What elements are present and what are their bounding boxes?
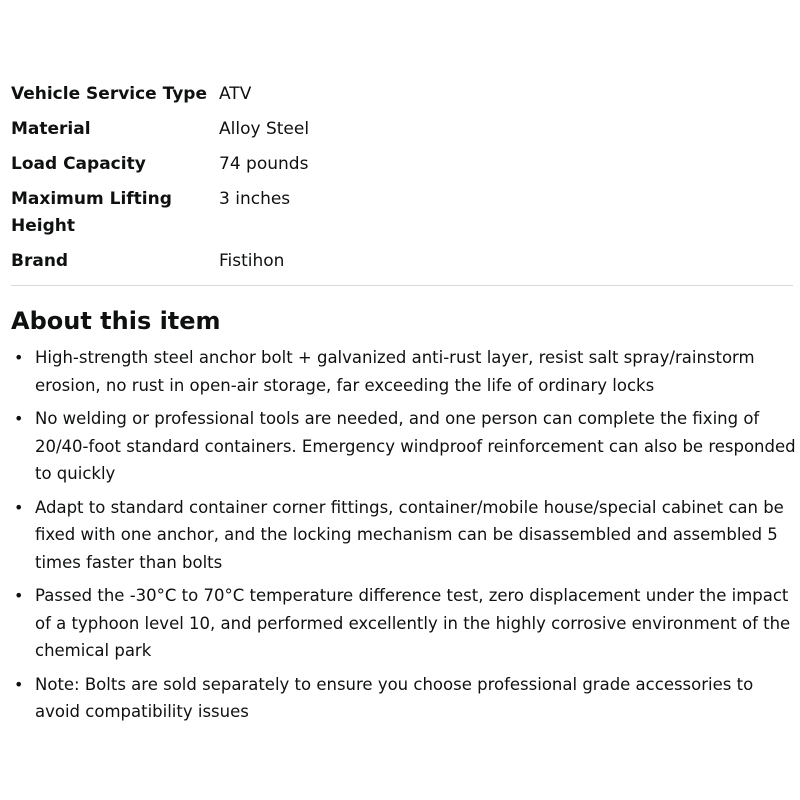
list-item [11, 671, 796, 726]
spec-row-maximum-lifting-height [11, 182, 793, 244]
list-item [11, 494, 796, 577]
spec-label: Maximum Lifting Height [11, 189, 172, 236]
bullet-text: Adapt to standard container corner fittings, container/mobile house/special cabinet can be fixed with one anchor, and the locking mechanism can be disassembled and assembled 5 times faster than bolts [35, 497, 784, 572]
spec-row-brand [11, 244, 793, 279]
spec-value: Fistihon [219, 251, 285, 271]
spec-value: ATV [219, 84, 252, 104]
bullet-text: Passed the -30°C to 70°C temperature difference test, zero displacement under the impact of a typhoon level 10, and performed excellently in the highly corrosive environment of the chemical park [35, 586, 791, 660]
spec-row-load-capacity [11, 147, 793, 182]
bullet-icon: • [14, 409, 24, 428]
spec-label: Brand [11, 251, 69, 271]
about-this-item-heading: About this item [11, 307, 221, 335]
product-specs-table [11, 77, 793, 279]
spec-label: Load Capacity [11, 154, 146, 174]
bullet-icon: • [14, 497, 24, 517]
spec-label: Material [11, 119, 91, 139]
section-divider [11, 285, 793, 286]
spec-value: 3 inches [219, 189, 291, 209]
about-bullet-list [11, 344, 796, 732]
bullet-text: Note: Bolts are sold separately to ensure you choose professional grade accessories to avoid compatibility issues [35, 674, 754, 721]
list-item [11, 405, 796, 488]
bullet-icon: • [14, 586, 24, 605]
spec-value: Alloy Steel [219, 119, 310, 139]
list-item [11, 344, 796, 399]
spec-row-vehicle-service-type [11, 77, 793, 112]
bullet-icon: • [14, 348, 24, 367]
bullet-text: No welding or professional tools are needed, and one person can complete the fixing of 20/40-foot standard containers. Emergency windproof reinforcement can also be responded to quickly [35, 409, 796, 483]
bullet-icon: • [14, 674, 24, 694]
spec-label: Vehicle Service Type [11, 84, 207, 104]
spec-value: 74 pounds [219, 154, 309, 174]
list-item [11, 582, 796, 665]
bullet-text: High-strength steel anchor bolt + galvanized anti-rust layer, resist salt spray/rainstorm erosion, no rust in open-air storage, far exceeding the life of ordinary locks [35, 348, 755, 395]
spec-row-material [11, 112, 793, 147]
